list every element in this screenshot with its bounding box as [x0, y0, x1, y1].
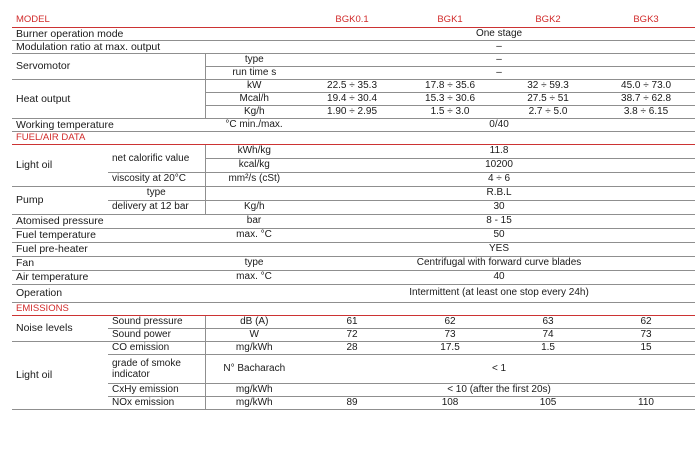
unit-cell: bar — [205, 214, 303, 228]
unit-cell: kcal/kg — [205, 158, 303, 172]
row-value: – — [303, 40, 695, 53]
row-value: 11.8 — [303, 144, 695, 158]
table-row — [12, 79, 695, 92]
row-label: Fuel pre-heater — [12, 242, 303, 256]
unit-cell: max. °C — [205, 228, 303, 242]
row-label: Air temperature — [12, 270, 205, 284]
unit-cell: type — [205, 53, 303, 66]
unit-cell: kW — [205, 79, 303, 92]
row-label: Atomised pressure — [12, 214, 205, 228]
section-title: EMISSIONS — [12, 302, 695, 315]
table-row — [12, 172, 695, 186]
value-cell: 17.5 — [401, 341, 499, 354]
value-cell: 19.4 ÷ 30.4 — [303, 92, 401, 105]
header-row — [12, 14, 695, 27]
table-row — [12, 315, 695, 328]
row-label: Heat output — [12, 79, 205, 118]
sub-label: net calorific value — [108, 144, 205, 172]
value-cell: 61 — [303, 315, 401, 328]
row-label: Servomotor — [12, 53, 205, 79]
table-row — [12, 256, 695, 270]
unit-cell: W — [205, 328, 303, 341]
value-cell: 62 — [401, 315, 499, 328]
row-value: 30 — [303, 200, 695, 214]
sub-label: CO emission — [108, 341, 205, 354]
table-row — [12, 270, 695, 284]
table-row — [12, 242, 695, 256]
row-value: 8 - 15 — [303, 214, 695, 228]
value-cell: 72 — [303, 328, 401, 341]
row-value: R.B.L — [303, 186, 695, 200]
row-label: Light oil — [12, 341, 108, 409]
unit-cell: mm²/s (cSt) — [205, 172, 303, 186]
value-cell: 28 — [303, 341, 401, 354]
unit-cell: Kg/h — [205, 200, 303, 214]
model-header: MODEL — [12, 14, 303, 27]
sub-label: Sound power — [108, 328, 205, 341]
sub-label: grade of smoke indicator — [108, 354, 205, 383]
sub-label: NOx emission — [108, 396, 205, 409]
row-value: 0/40 — [303, 118, 695, 131]
model-column-header: BGK2 — [499, 14, 597, 27]
value-cell: 45.0 ÷ 73.0 — [597, 79, 695, 92]
sub-label: CxHy emission — [108, 383, 205, 396]
row-value: – — [303, 53, 695, 66]
table-row — [12, 214, 695, 228]
table-row — [12, 200, 695, 214]
sub-label: Sound pressure — [108, 315, 205, 328]
row-value: Intermittent (at least one stop every 24h) — [303, 284, 695, 302]
row-label: Noise levels — [12, 315, 108, 341]
unit-cell: kWh/kg — [205, 144, 303, 158]
value-cell: 17.8 ÷ 35.6 — [401, 79, 499, 92]
value-cell: 1.5 ÷ 3.0 — [401, 105, 499, 118]
value-cell: 2.7 ÷ 5.0 — [499, 105, 597, 118]
spec-table — [12, 14, 695, 410]
row-label: Operation — [12, 284, 303, 302]
unit-cell — [205, 186, 303, 200]
section-header — [12, 131, 695, 144]
value-cell: 38.7 ÷ 62.8 — [597, 92, 695, 105]
row-label: Pump — [12, 186, 108, 214]
table-row — [12, 341, 695, 354]
model-column-header: BGK3 — [597, 14, 695, 27]
row-value: 50 — [303, 228, 695, 242]
value-cell: 15.3 ÷ 30.6 — [401, 92, 499, 105]
row-label: Working temperature — [12, 118, 205, 131]
row-label: Modulation ratio at max. output — [12, 40, 303, 53]
unit-cell: N° Bacharach — [205, 354, 303, 383]
unit-cell: mg/kWh — [205, 396, 303, 409]
table-row — [12, 53, 695, 66]
value-cell: 62 — [597, 315, 695, 328]
value-cell: 1.5 — [499, 341, 597, 354]
value-cell: 1.90 ÷ 2.95 — [303, 105, 401, 118]
section-title: FUEL/AIR DATA — [12, 131, 695, 144]
value-cell: 27.5 ÷ 51 — [499, 92, 597, 105]
row-value: Centrifugal with forward curve blades — [303, 256, 695, 270]
table-row — [12, 354, 695, 383]
unit-cell: run time s — [205, 66, 303, 79]
value-cell: 15 — [597, 341, 695, 354]
sub-label: type — [108, 186, 205, 200]
section-header — [12, 302, 695, 315]
row-label: Light oil — [12, 144, 108, 186]
table-row — [12, 186, 695, 200]
sub-label: viscosity at 20°C — [108, 172, 205, 186]
value-cell: 32 ÷ 59.3 — [499, 79, 597, 92]
table-row — [12, 27, 695, 40]
table-row — [12, 144, 695, 158]
row-value: < 10 (after the first 20s) — [303, 383, 695, 396]
table-row — [12, 284, 695, 302]
model-column-header: BGK0.1 — [303, 14, 401, 27]
value-cell: 73 — [597, 328, 695, 341]
value-cell: 3.8 ÷ 6.15 — [597, 105, 695, 118]
table-row — [12, 383, 695, 396]
table-row — [12, 396, 695, 409]
unit-cell: mg/kWh — [205, 341, 303, 354]
unit-cell: Kg/h — [205, 105, 303, 118]
unit-cell: dB (A) — [205, 315, 303, 328]
value-cell: 89 — [303, 396, 401, 409]
value-cell: 105 — [499, 396, 597, 409]
row-value: 10200 — [303, 158, 695, 172]
row-label: Burner operation mode — [12, 27, 303, 40]
table-row — [12, 328, 695, 341]
table-row — [12, 118, 695, 131]
table-row — [12, 40, 695, 53]
value-cell: 73 — [401, 328, 499, 341]
unit-cell: mg/kWh — [205, 383, 303, 396]
row-value: One stage — [303, 27, 695, 40]
row-value: 4 ÷ 6 — [303, 172, 695, 186]
unit-cell: max. °C — [205, 270, 303, 284]
unit-cell: Mcal/h — [205, 92, 303, 105]
row-label: Fan — [12, 256, 205, 270]
table-row — [12, 228, 695, 242]
value-cell: 74 — [499, 328, 597, 341]
row-value: < 1 — [303, 354, 695, 383]
row-value: 40 — [303, 270, 695, 284]
sub-label: delivery at 12 bar — [108, 200, 205, 214]
row-label: Fuel temperature — [12, 228, 205, 242]
value-cell: 63 — [499, 315, 597, 328]
row-value: – — [303, 66, 695, 79]
unit-cell: type — [205, 256, 303, 270]
unit-cell: °C min./max. — [205, 118, 303, 131]
model-column-header: BGK1 — [401, 14, 499, 27]
value-cell: 22.5 ÷ 35.3 — [303, 79, 401, 92]
row-value: YES — [303, 242, 695, 256]
value-cell: 108 — [401, 396, 499, 409]
value-cell: 110 — [597, 396, 695, 409]
